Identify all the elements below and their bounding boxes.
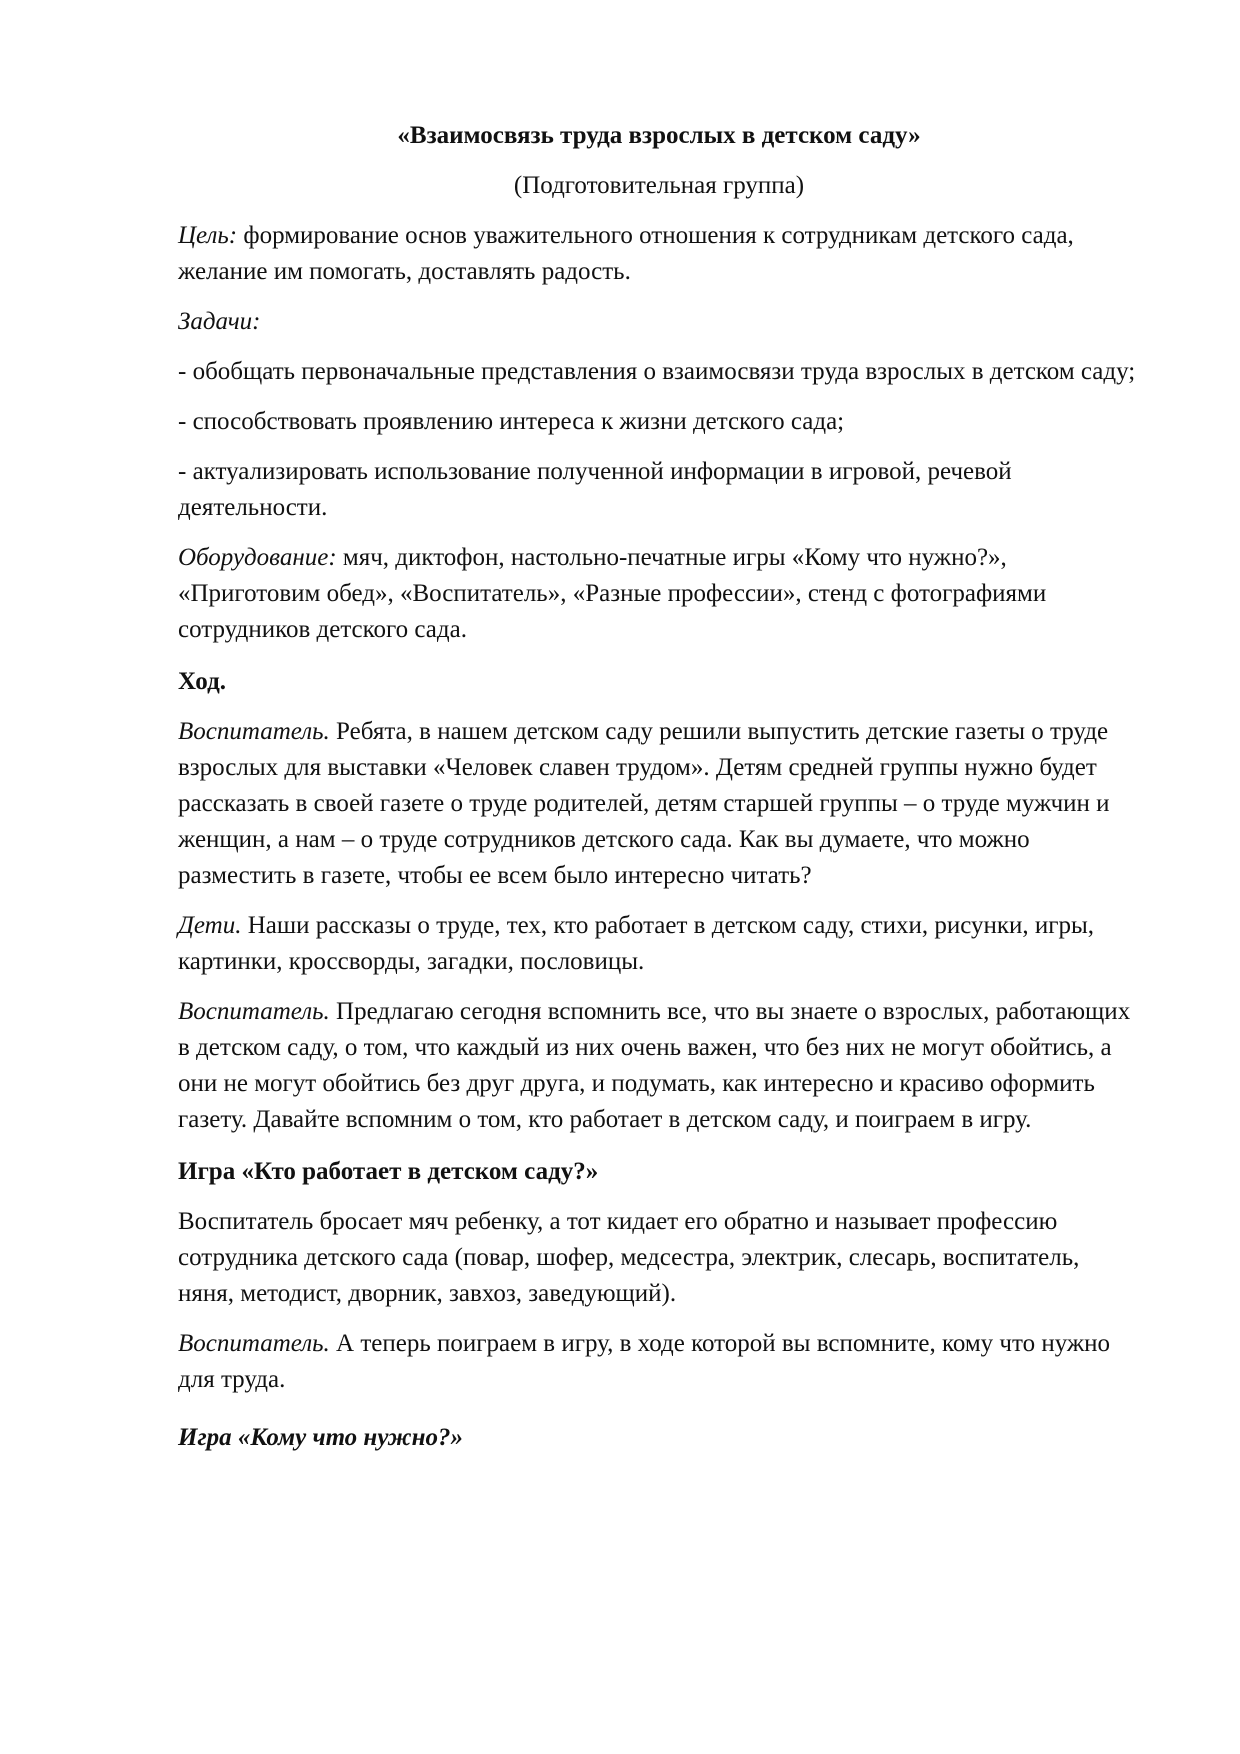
dialogue-text: Ребята, в нашем детском саду решили выпустить детские газеты о труде взрослых для выставки «Человек славен трудом». Детям средней группы нужно будет рассказать в своей газете о труде родителей, детям старшей группы – о труде мужчин и женщин, а нам – о труде сотрудников детского сада. Как вы думаете, что можно разместить в газете, чтобы ее всем было интересно читать? <box>178 718 1110 889</box>
equipment-label: Оборудование: <box>178 544 337 571</box>
game-heading: Игра «Кто работает в детском саду?» <box>178 1158 599 1185</box>
game-heading: Игра «Кому что нужно?» <box>178 1424 463 1451</box>
game-description: Воспитатель бросает мяч ребенку, а тот кидает его обратно и называет профессию сотрудника детского сада (повар, шофер, медсестра, электрик, слесарь, воспитатель, няня, методист, дворник, завхоз, заведующий). <box>178 1208 1080 1307</box>
dialogue-text: Предлагаю сегодня вспомнить все, что вы знаете о взрослых, работающих в детском саду, о том, что каждый из них очень важен, что без них не могут обойтись, а они не могут обойтись без друг друга, и подумать, как интересно и красиво оформить газету. Давайте вспомним о том, кто работает в детском саду, и поиграем в игру. <box>178 998 1131 1133</box>
dialogue-paragraph <box>178 1326 1140 1398</box>
task-item: - способствовать проявлению интереса к жизни детского сада; <box>178 408 845 435</box>
document-subtitle: (Подготовительная группа) <box>513 172 805 199</box>
dialogue-text: Наши рассказы о труде, тех, кто работает в детском саду, стихи, рисунки, игры, картинки, кроссворды, загадки, пословицы. <box>178 912 1095 975</box>
equipment-text: мяч, диктофон, настольно-печатные игры «Кому что нужно?», «Приготовим обед», «Воспитатель», «Разные профессии», стенд с фотографиями сотрудников детского сада. <box>178 544 1047 643</box>
course-heading: Ход. <box>178 668 226 695</box>
task-item: - обобщать первоначальные представления о взаимосвязи труда взрослых в детском саду; <box>178 358 1136 385</box>
speaker-label: Воспитатель. <box>178 1330 330 1357</box>
dialogue-paragraph <box>178 908 1140 980</box>
speaker-label: Воспитатель. <box>178 998 330 1025</box>
speaker-label: Воспитатель. <box>178 718 330 745</box>
speaker-label: Дети. <box>178 912 242 939</box>
task-item: - актуализировать использование полученной информации в игровой, речевой деятельности. <box>178 458 1012 521</box>
goal-text: формирование основ уважительного отношения к сотрудникам детского сада, желание им помогать, доставлять радость. <box>178 222 1074 285</box>
goal-paragraph <box>178 218 1140 290</box>
dialogue-text: А теперь поиграем в игру, в ходе которой вы вспомните, кому что нужно для труда. <box>178 1330 1111 1393</box>
goal-label: Цель: <box>178 222 238 249</box>
equipment-paragraph <box>178 540 1140 648</box>
tasks-label: Задачи: <box>178 308 261 335</box>
dialogue-paragraph <box>178 714 1140 894</box>
document-title: «Взаимосвязь труда взрослых в детском саду» <box>397 122 921 149</box>
dialogue-paragraph <box>178 994 1140 1138</box>
